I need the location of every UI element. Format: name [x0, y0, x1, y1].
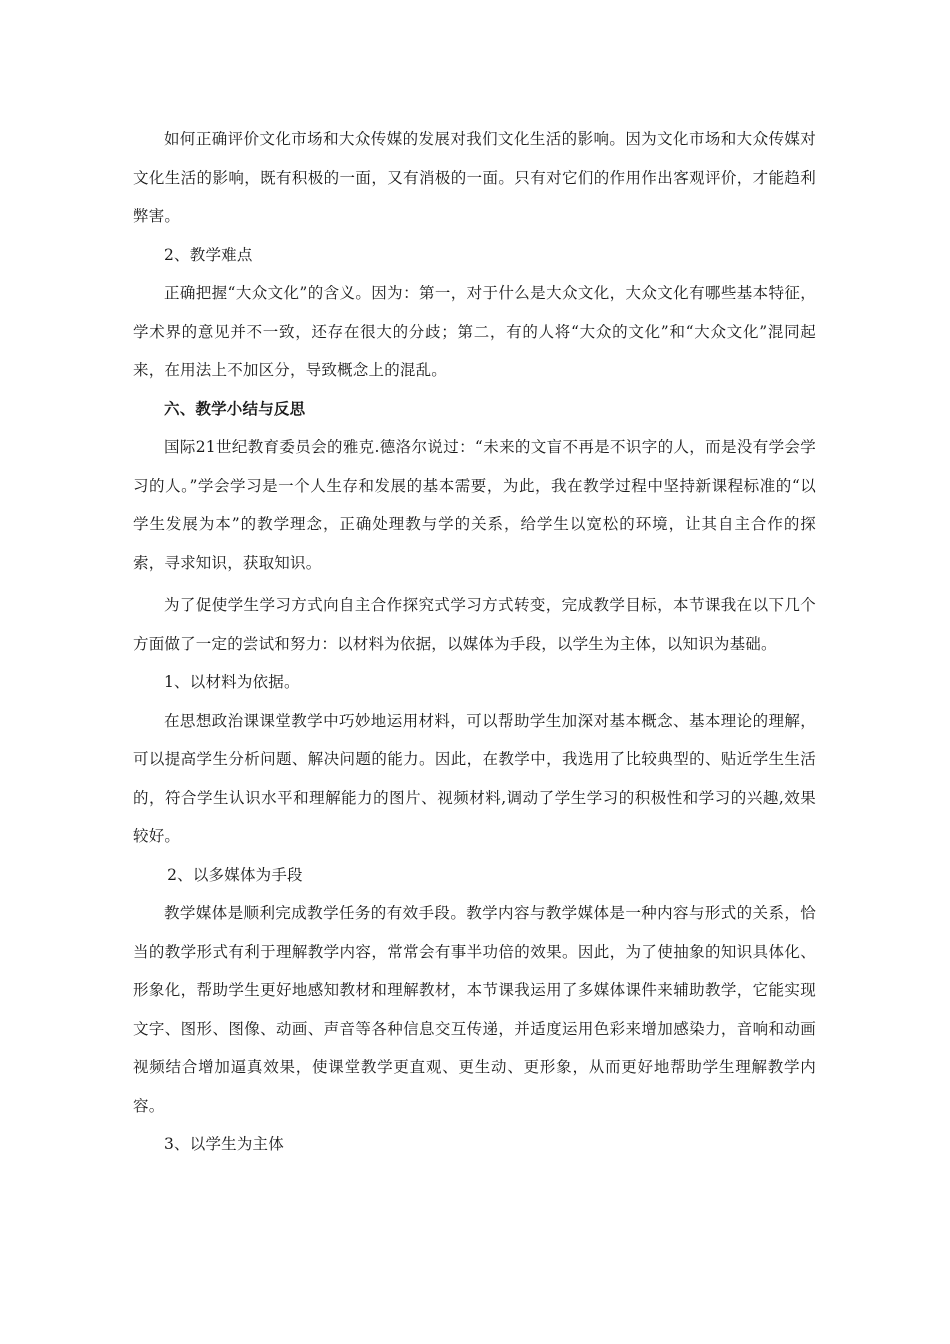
subheading-materials: 1、以材料为依据。: [164, 673, 300, 691]
paragraph-materials: 在思想政治课课堂教学中巧妙地运用材料，可以帮助学生加深对基本概念、基本理论的理解，可以提高学生分析问题、解决问题的能力。因此，在教学中，我选用了比较典型的、贴近学生生活的，符合学生认识水平和理解能力的图片、视频材料,调动了学生学习的积极性和学习的兴趣,效果较好。: [133, 711, 816, 845]
subheading-multimedia: 2、以多媒体为手段: [167, 865, 303, 884]
paragraph-learning-quote: 国际21世纪教育委员会的雅克.德洛尔说过：“未来的文盲不再是不识字的人，而是没有学会学习的人。”学会学习是一个人生存和发展的基本需要，为此，我在教学过程中坚持新课程标准的“以学生发展为本”的教学理念，正确处理教与学的关系，给学生以宽松的环境，让其自主合作的探索，寻求知识，获取知识。: [133, 438, 816, 572]
section-heading-summary: 六、教学小结与反思: [164, 398, 306, 418]
paragraph-learning-mode: 为了促使学生学习方式向自主合作探究式学习方式转变，完成教学目标，本节课我在以下几个方面做了一定的尝试和努力：以材料为依据，以媒体为手段，以学生为主体，以知识为基础。: [133, 596, 816, 653]
document-page: [133, 120, 816, 1164]
paragraph-evaluation: 如何正确评价文化市场和大众传媒的发展对我们文化生活的影响。因为文化市场和大众传媒对文化生活的影响，既有积极的一面，又有消极的一面。只有对它们的作用作出客观评价，才能趋利弊害。: [133, 130, 816, 225]
subheading-student-subject: 3、以学生为主体: [164, 1135, 284, 1153]
paragraph-mass-culture: 正确把握“大众文化”的含义。因为：第一，对于什么是大众文化，大众文化有哪些基本特征，学术界的意见并不一致，还存在很大的分歧；第二，有的人将“大众的文化”和“大众文化”混同起来，在用法上不加区分，导致概念上的混乱。: [133, 284, 816, 379]
paragraph-multimedia: 教学媒体是顺利完成教学任务的有效手段。教学内容与教学媒体是一种内容与形式的关系，恰当的教学形式有利于理解教学内容，常常会有事半功倍的效果。因此，为了使抽象的知识具体化、形象化，帮助学生更好地感知教材和理解教材，本节课我运用了多媒体课件来辅助教学，它能实现文字、图形、图像、动画、声音等各种信息交互传递，并适度运用色彩来增加感染力，音响和动画视频结合增加逼真效果，使课堂教学更直观、更生动、更形象，从而更好地帮助学生理解教学内容。: [133, 904, 816, 1115]
subheading-teaching-difficulty: 2、教学难点: [164, 245, 253, 264]
